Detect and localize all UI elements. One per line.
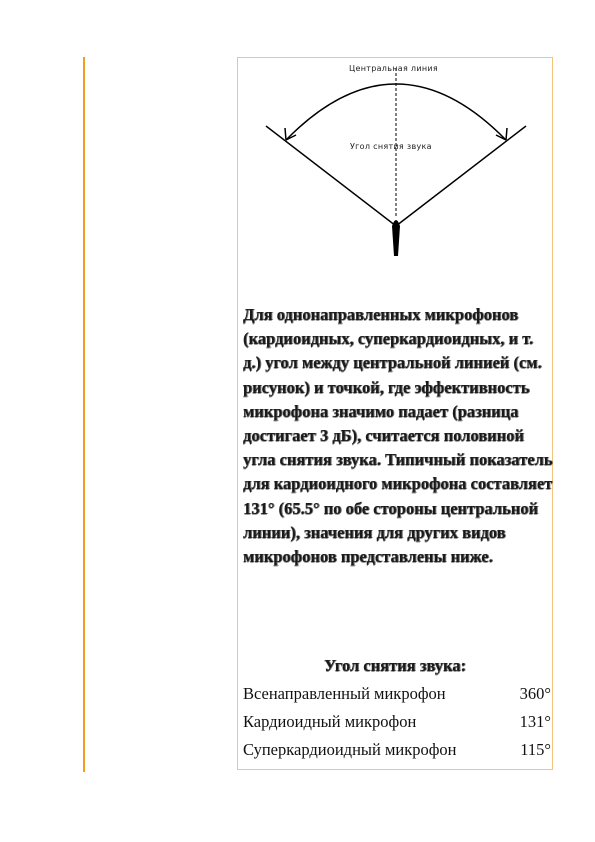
pickup-angle-list — [243, 684, 551, 768]
list-item-name: Кардиоидный микрофон — [243, 712, 417, 731]
center-line-label: Центральная линия — [349, 64, 438, 73]
list-item-name: Всенаправленный микрофон — [243, 684, 446, 703]
angle-arc — [286, 84, 506, 140]
right-pickup-line — [396, 126, 526, 226]
left-arrow-head — [285, 128, 296, 140]
list-item-value: 131° — [519, 712, 551, 731]
list-item — [243, 740, 551, 768]
list-item-value: 115° — [520, 740, 551, 759]
list-item — [243, 684, 551, 712]
list-item-name: Суперкардиоидный микрофон — [243, 740, 457, 759]
left-pickup-line — [266, 126, 396, 226]
right-arrow-head — [496, 128, 507, 140]
list-item — [243, 712, 551, 740]
list-item-value: 360° — [519, 684, 551, 703]
angle-label: Угол снятия звука — [350, 142, 432, 151]
description-text — [243, 303, 553, 569]
list-title: Угол снятия звука: — [324, 656, 466, 675]
left-margin-rule — [83, 57, 85, 772]
pickup-angle-diagram — [238, 58, 554, 298]
content-frame — [237, 57, 553, 770]
description-paragraph: Для однонаправленных микрофонов (кардиоидных, суперкардиоидных, и т. д.) угол между центральной линией (см. рисунок) и точкой, где эффективность микрофона значимо падает (разница достигает 3 дБ), считается половиной угла снятия звука. Типичный показатель для кардиоидного микрофона составляет 131° (65.5° по обе стороны центральной линии), значения для других видов микрофонов представлены ниже. — [243, 305, 553, 567]
microphone-icon — [392, 220, 400, 256]
